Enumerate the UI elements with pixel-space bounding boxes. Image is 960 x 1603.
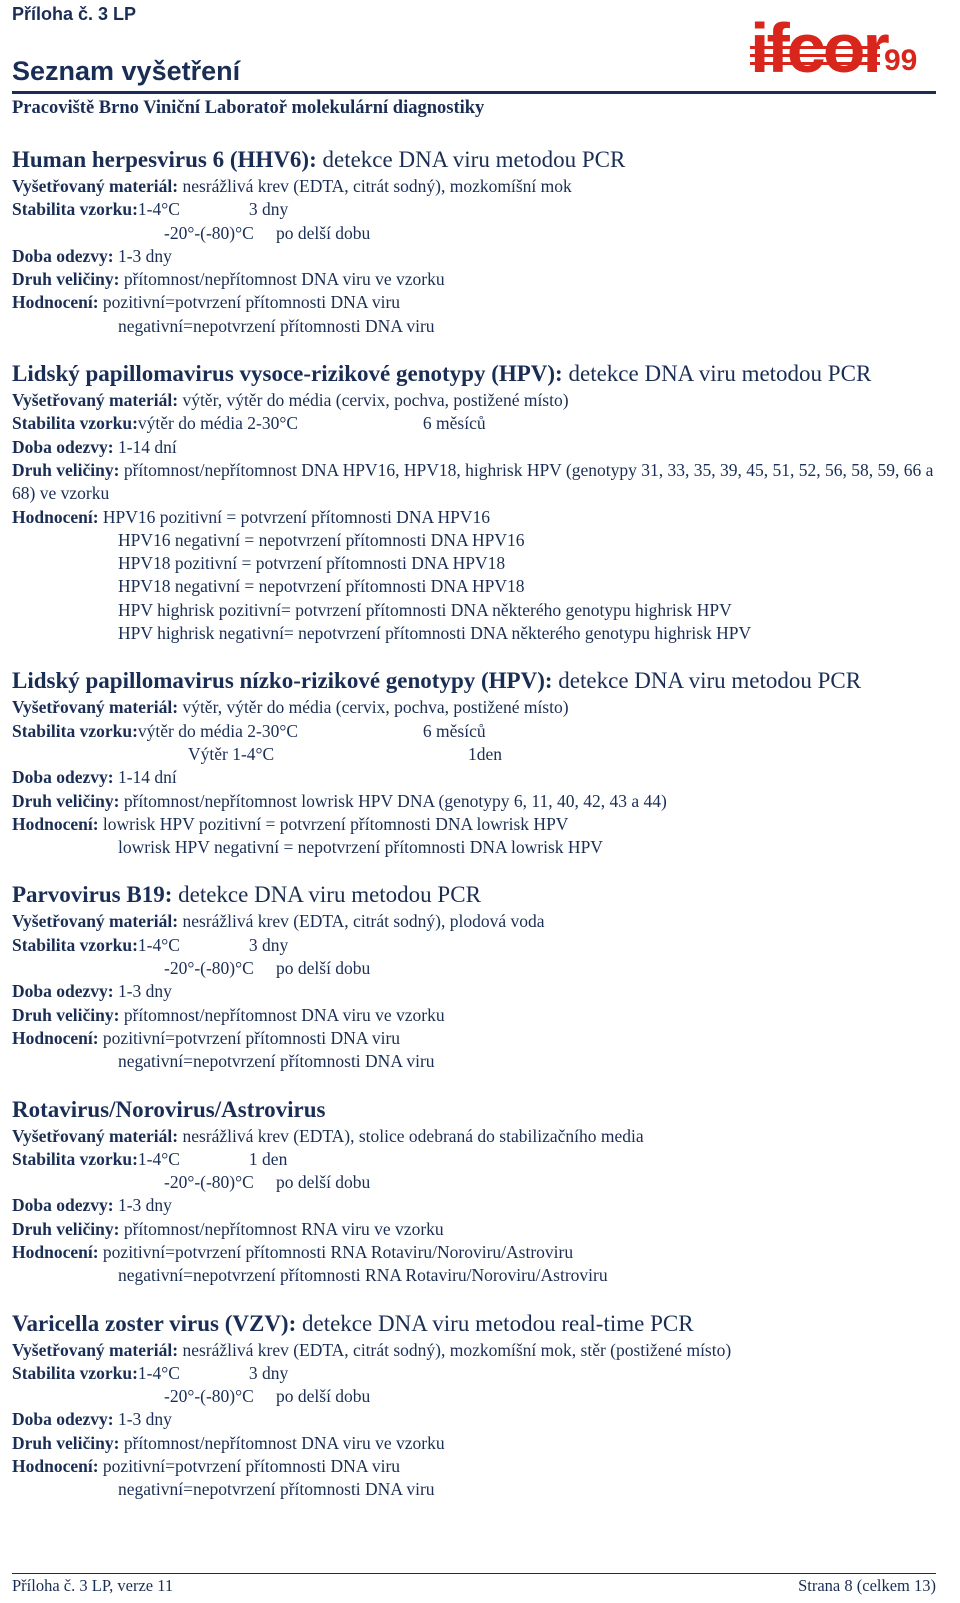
exam-title: Lidský papillomavirus nízko-rizikové genotypy (HPV): detekce DNA viru metodou PCR <box>12 668 862 694</box>
exam-parvovirus-b19 <box>12 880 942 1073</box>
exam-title: Varicella zoster virus (VZV): detekce DNA viru metodou real-time PCR <box>12 1310 694 1336</box>
stability-row-2: -20°-(-80)°C po delší dobu <box>164 222 371 243</box>
evaluation-row: HPV highrisk pozitivní= potvrzení přítomnosti DNA některého genotypu highrisk HPV <box>118 599 732 620</box>
logo-number: 99 <box>884 44 918 77</box>
quantity-type-row: Druh veličiny: přítomnost/nepřítomnost lowrisk HPV DNA (genotypy 6, 11, 40, 42, 43 a 44) <box>12 790 667 811</box>
quantity-type-row: Druh veličiny: přítomnost/nepřítomnost DNA HPV16, HPV18, highrisk HPV (genotypy 31, 33, 35, 39, 45, 51, 52, 56, 58, 59, 66 a 68) ve vzorku <box>12 459 934 504</box>
exam-vzv <box>12 1309 942 1502</box>
footer-page-number: Strana 8 (celkem 13) <box>798 1576 936 1595</box>
stability-row-2: Výtěr 1-4°C 1den <box>188 743 503 764</box>
material-row: Vyšetřovaný materiál: výtěr, výtěr do média (cervix, pochva, postižené místo) <box>12 697 569 718</box>
evaluation-row: Hodnocení: pozitivní=potvrzení přítomnosti RNA Rotaviru/Noroviru/Astroviru <box>12 1241 574 1262</box>
response-row: Doba odezvy: 1-3 dny <box>12 245 172 266</box>
header-divider <box>12 91 936 94</box>
exam-title: Parvovirus B19: detekce DNA viru metodou PCR <box>12 882 481 908</box>
evaluation-row: Hodnocení: pozitivní=potvrzení přítomnosti DNA viru <box>12 292 401 313</box>
stability-row-2: -20°-(-80)°C po delší dobu <box>164 1172 371 1193</box>
page-subtitle: Pracoviště Brno Viniční Laboratoř molekulární diagnostiky <box>12 98 485 118</box>
quantity-type-row: Druh veličiny: přítomnost/nepřítomnost DNA viru ve vzorku <box>12 1432 445 1453</box>
page-title: Seznam vyšetření <box>12 56 241 86</box>
evaluation-row: negativní=nepotvrzení přítomnosti RNA Rotaviru/Noroviru/Astroviru <box>118 1265 608 1286</box>
exam-title: Human herpesvirus 6 (HHV6): detekce DNA viru metodou PCR <box>12 147 626 172</box>
stability-row-2: -20°-(-80)°C po delší dobu <box>164 1386 371 1407</box>
evaluation-row: Hodnocení: HPV16 pozitivní = potvrzení přítomnosti DNA HPV16 <box>12 506 491 527</box>
evaluation-row: Hodnocení: pozitivní=potvrzení přítomnosti DNA viru <box>12 1027 401 1048</box>
response-row: Doba odezvy: 1-14 dní <box>12 436 177 457</box>
evaluation-row: negativní=nepotvrzení přítomnosti DNA viru <box>118 1051 435 1072</box>
exam-hpv-lowrisk <box>12 666 942 859</box>
stability-row: Stabilita vzorku:1-4°C 1 den <box>12 1148 288 1169</box>
quantity-type-row: Druh veličiny: přítomnost/nepřítomnost DNA viru ve vzorku <box>12 269 445 290</box>
material-row: Vyšetřovaný materiál: nesrážlivá krev (EDTA, citrát sodný), plodová voda <box>12 911 545 932</box>
stability-row: Stabilita vzorku:výtěr do média 2-30°C 6 měsíců <box>12 413 486 434</box>
stability-row: Stabilita vzorku:výtěr do média 2-30°C 6 měsíců <box>12 720 486 741</box>
evaluation-row: HPV highrisk negativní= nepotvrzení přítomnosti DNA některého genotypu highrisk HPV <box>118 623 752 644</box>
response-row: Doba odezvy: 1-3 dny <box>12 1409 172 1430</box>
exam-title: Lidský papillomavirus vysoce-rizikové genotypy (HPV): detekce DNA viru metodou PCR <box>12 361 872 387</box>
response-row: Doba odezvy: 1-14 dní <box>12 767 177 788</box>
material-row: Vyšetřovaný materiál: nesrážlivá krev (EDTA, citrát sodný), mozkomíšní mok, stěr (postižené místo) <box>12 1339 732 1360</box>
exam-hhv6 <box>12 145 942 338</box>
material-row: Vyšetřovaný materiál: nesrážlivá krev (EDTA), stolice odebraná do stabilizačního media <box>12 1125 644 1146</box>
stability-row: Stabilita vzorku:1-4°C 3 dny <box>12 199 289 220</box>
quantity-type-row: Druh veličiny: přítomnost/nepřítomnost DNA viru ve vzorku <box>12 1004 445 1025</box>
evaluation-row: HPV16 negativní = nepotvrzení přítomnosti DNA HPV16 <box>118 529 525 550</box>
page-footer <box>12 1573 936 1596</box>
response-row: Doba odezvy: 1-3 dny <box>12 981 172 1002</box>
ifcor-logo <box>750 4 922 86</box>
exam-hpv-highrisk <box>12 359 942 645</box>
annex-label: Příloha č. 3 LP <box>12 4 137 24</box>
quantity-type-row: Druh veličiny: přítomnost/nepřítomnost RNA viru ve vzorku <box>12 1218 444 1239</box>
evaluation-row: HPV18 pozitivní = potvrzení přítomnosti DNA HPV18 <box>118 553 506 574</box>
stability-row: Stabilita vzorku:1-4°C 3 dny <box>12 934 289 955</box>
evaluation-row: negativní=nepotvrzení přítomnosti DNA viru <box>118 1479 435 1500</box>
exam-title: Rotavirus/Norovirus/Astrovirus <box>12 1096 326 1122</box>
stability-row-2: -20°-(-80)°C po delší dobu <box>164 958 371 979</box>
evaluation-row: Hodnocení: lowrisk HPV pozitivní = potvrzení přítomnosti DNA lowrisk HPV <box>12 813 569 834</box>
material-row: Vyšetřovaný materiál: nesrážlivá krev (EDTA, citrát sodný), mozkomíšní mok <box>12 176 572 196</box>
response-row: Doba odezvy: 1-3 dny <box>12 1195 172 1216</box>
evaluation-row: negativní=nepotvrzení přítomnosti DNA viru <box>118 315 435 336</box>
material-row: Vyšetřovaný materiál: výtěr, výtěr do média (cervix, pochva, postižené místo) <box>12 390 569 411</box>
exam-rota-noro-astro <box>12 1095 942 1288</box>
evaluation-row: lowrisk HPV negativní = nepotvrzení přítomnosti DNA lowrisk HPV <box>118 837 603 858</box>
evaluation-row: HPV18 negativní = nepotvrzení přítomnosti DNA HPV18 <box>118 576 525 597</box>
footer-version: Příloha č. 3 LP, verze 11 <box>12 1576 174 1595</box>
exam-list <box>12 145 942 1523</box>
logo-wordmark: ifcor <box>750 9 887 86</box>
stability-row: Stabilita vzorku:1-4°C 3 dny <box>12 1362 289 1383</box>
evaluation-row: Hodnocení: pozitivní=potvrzení přítomnosti DNA viru <box>12 1456 401 1477</box>
